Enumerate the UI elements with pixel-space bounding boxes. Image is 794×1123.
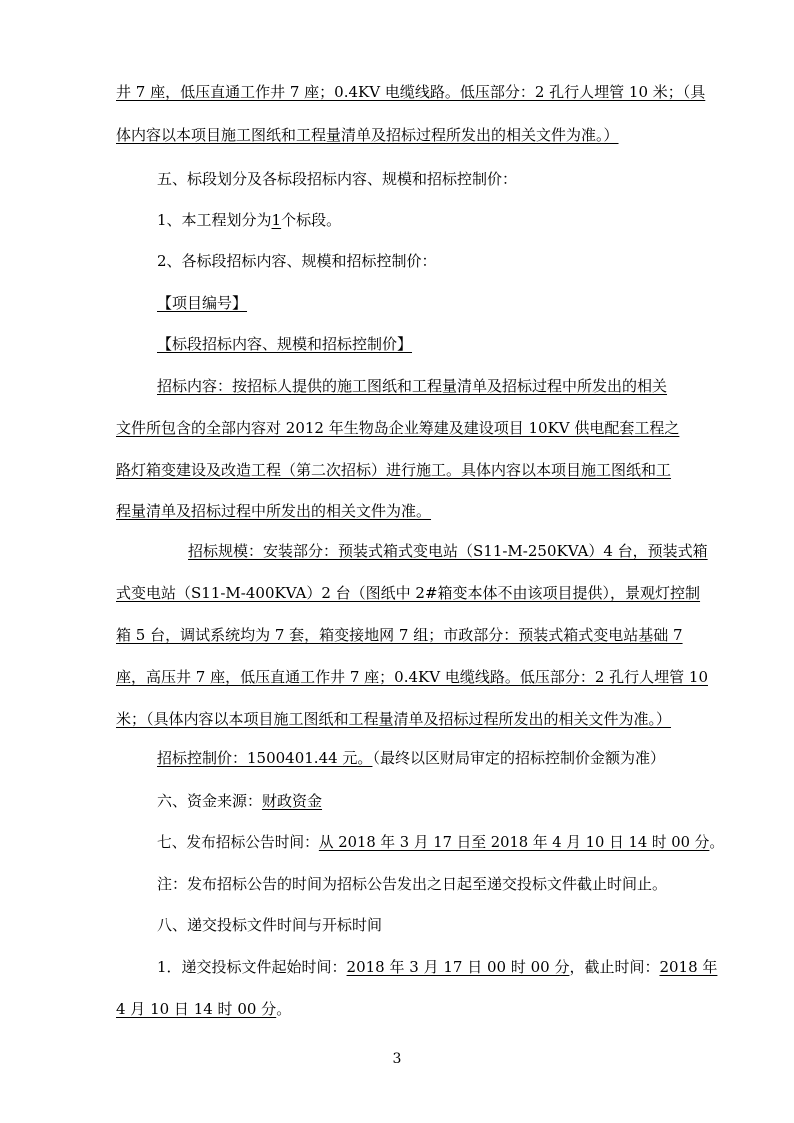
text-line [116,625,683,645]
text-run: 路灯箱变建设及改造工程（第二次招标）进行施工。具体内容以本项目施工图纸和工 [116,461,672,479]
text-line [157,334,412,354]
text-line [157,251,437,271]
text-run: 八、递交投标文件时间与开标时间 [157,916,383,934]
text-line [157,832,724,852]
text-run: 财政资金 [262,792,323,810]
text-run: 【标段招标内容、规模和招标控制价】 [157,335,413,353]
text-run: 程量清单及招标过程中所发出的相关文件为准。 [116,502,432,520]
text-run: 六、资金来源： [157,792,263,810]
text-run: 体内容以本项目施工图纸和工程量清单及招标过程所发出的相关文件为准。） [116,126,619,144]
text-run: 4 月 10 日 14 时 00 分 [116,1000,277,1018]
text-run: 七、发布招标公告时间： [157,833,319,851]
text-run: 1．递交投标文件起始时间： [157,958,347,976]
text-line [157,210,341,230]
text-run: （最终以区财局审定的招标控制价金额为准） [372,749,665,767]
text-line [157,748,665,768]
text-line [116,667,708,687]
text-line [116,125,619,145]
text-run: 。 [276,1000,292,1018]
text-run: 2018 年 [659,958,718,976]
text-run: 招标内容：按招标人提供的施工图纸和工程量清单及招标过程中所发出的相关 [157,377,668,395]
text-run: 。 [709,833,725,851]
text-run: 招标规模：安装部分：预装式箱式变电站（S11-M-250KVA）4 台，预装式箱 [188,542,708,560]
text-run: 注：发布招标公告的时间为招标公告发出之日起至递交投标文件截止时间止。 [157,875,668,893]
text-line [157,169,517,189]
text-run: 箱 5 台，调试系统均为 7 套，箱变接地网 7 组；市政部分：预装式箱式变电站基础 7 [116,626,683,644]
text-run: 式变电站（S11-M-400KVA）2 台（图纸中 2#箱变本体不由该项目提供），景观灯控制 [116,584,701,602]
text-line [116,709,671,729]
text-run: 文件所包含的全部内容对 2012 年生物岛企业筹建及建设项目 10KV 供电配套工程之 [116,419,680,437]
text-run: 1 [271,211,282,229]
text-line [116,583,700,603]
text-line [157,791,322,811]
text-line [188,541,708,561]
text-line [116,999,291,1019]
text-run: 从 2018 年 3 月 17 日至 2018 年 4 月 10 日 14 时 00 分 [318,833,710,851]
text-line [116,460,671,480]
text-line [116,418,679,438]
text-run: 2018 年 3 月 17 日 00 时 00 分 [346,958,570,976]
text-line [157,915,382,935]
text-run: 【项目编号】 [157,294,248,312]
text-run: 井 7 座，低压直通工作井 7 座；0.4KV 电缆线路。低压部分：2 孔行人埋管 10 米；（具 [116,83,706,101]
text-run: 招标控制价：1500401.44 元。 [157,749,373,767]
text-run: 米；（具体内容以本项目施工图纸和工程量清单及招标过程所发出的相关文件为准。） [116,710,672,728]
text-run: 五、标段划分及各标段招标内容、规模和招标控制价： [157,170,518,188]
text-line [157,293,247,313]
text-run: 2、各标段招标内容、规模和招标控制价： [157,252,437,270]
page-number: 3 [392,1051,402,1067]
text-run: 1、本工程划分为 [157,211,272,229]
text-line [157,376,667,396]
text-line [116,82,705,102]
text-line [116,501,431,521]
text-run: 个标段。 [281,211,342,229]
text-run: 座，高压井 7 座，低压直通工作井 7 座；0.4KV 电缆线路。低压部分：2 孔行人埋管 10 [116,668,708,686]
text-run: ，截止时间： [569,958,660,976]
text-line [157,957,717,977]
text-line [157,874,667,894]
